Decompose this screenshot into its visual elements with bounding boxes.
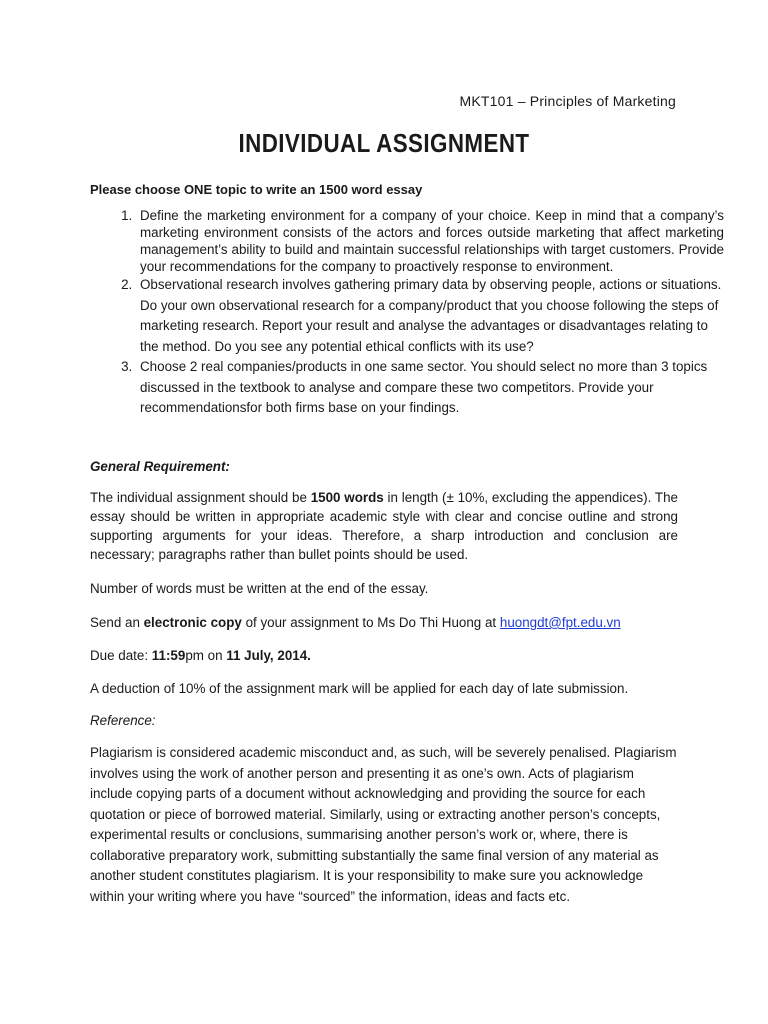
due-label: Due date:: [90, 648, 152, 663]
due-date-value: 11 July, 2014.: [226, 648, 311, 663]
word-count-emphasis: 1500 words: [310, 490, 384, 505]
due-time: 11:59: [151, 648, 186, 663]
plagiarism-paragraph: Plagiarism is considered academic misconduct and, as such, will be severely penalised. Plagiarism involves using the work of another person and presenting it as one’s own. Acts of plagiarism include copying parts of a document without acknowledging and providing the source for each quotation or piece of borrowed material. Similarly, using or extracting another person’s concepts, experimental results or conclusions, summarising another person’s work or, where, there is collaborative preparatory work, submitting substantially the same final version of any material as another student constitutes plagiarism. It is your responsibility to make sure you acknowledge within your writing where you have “sourced” the information, ideas and facts etc.: [90, 745, 677, 904]
general-requirement-paragraph: [90, 488, 678, 564]
reference-heading: Reference:: [90, 713, 156, 728]
electronic-copy-emphasis: electronic copy: [143, 615, 242, 630]
word-count-note: Number of words must be written at the end of the essay.: [90, 581, 429, 596]
para-text: in length (± 10%, excluding the appendices). The essay should be written in appropriate academic style with clear and concise outline and strong supporting arguments for your ideas. Therefore, a sharp introduction and conclusion are necessary; paragraphs rather than bullet points should be used.: [90, 490, 678, 562]
instruction-text: Please choose ONE topic to write an 1500 word essay: [90, 182, 423, 197]
send-text: Send an: [90, 615, 144, 630]
topic-item-2: 2. Observational research involves gathering primary data by observing people, actions or situations. Do your own observational research for a company/product that you choose following the steps of marketing research. Report your result and analyse the advantages or disadvantages relating to the method. Do you see any potential ethical conflicts with its use?: [136, 275, 724, 357]
topic-item-3: 3. Choose 2 real companies/products in one same sector. You should select no more than 3 topics discussed in the textbook to analyse and compare these two competitors. Provide your recommendationsfor both firms base on your findings.: [136, 357, 724, 419]
course-code: MKT101 – Principles of Marketing: [459, 93, 676, 109]
due-date: [90, 646, 678, 665]
para-text: The individual assignment should be: [90, 490, 311, 505]
submission-instruction: [90, 613, 678, 632]
late-penalty-note: A deduction of 10% of the assignment mark will be applied for each day of late submission.: [90, 681, 629, 696]
email-link[interactable]: huongdt@fpt.edu.vn: [499, 615, 621, 630]
topic-item-1: 1. Define the marketing environment for a company of your choice. Keep in mind that a company’s marketing environment consists of the actors and forces outside marketing that affect marketing management’s ability to build and maintain successful relationships with target customers. Provide your recommendations for the company to proactively response to environment.: [136, 207, 724, 275]
due-text: pm on: [185, 648, 227, 663]
send-text: of your assignment to Ms Do Thi Huong at: [241, 615, 500, 630]
general-requirement-heading: General Requirement:: [90, 459, 230, 474]
page-title: INDIVIDUAL ASSIGNMENT: [238, 128, 530, 158]
topic-list: [90, 207, 724, 419]
